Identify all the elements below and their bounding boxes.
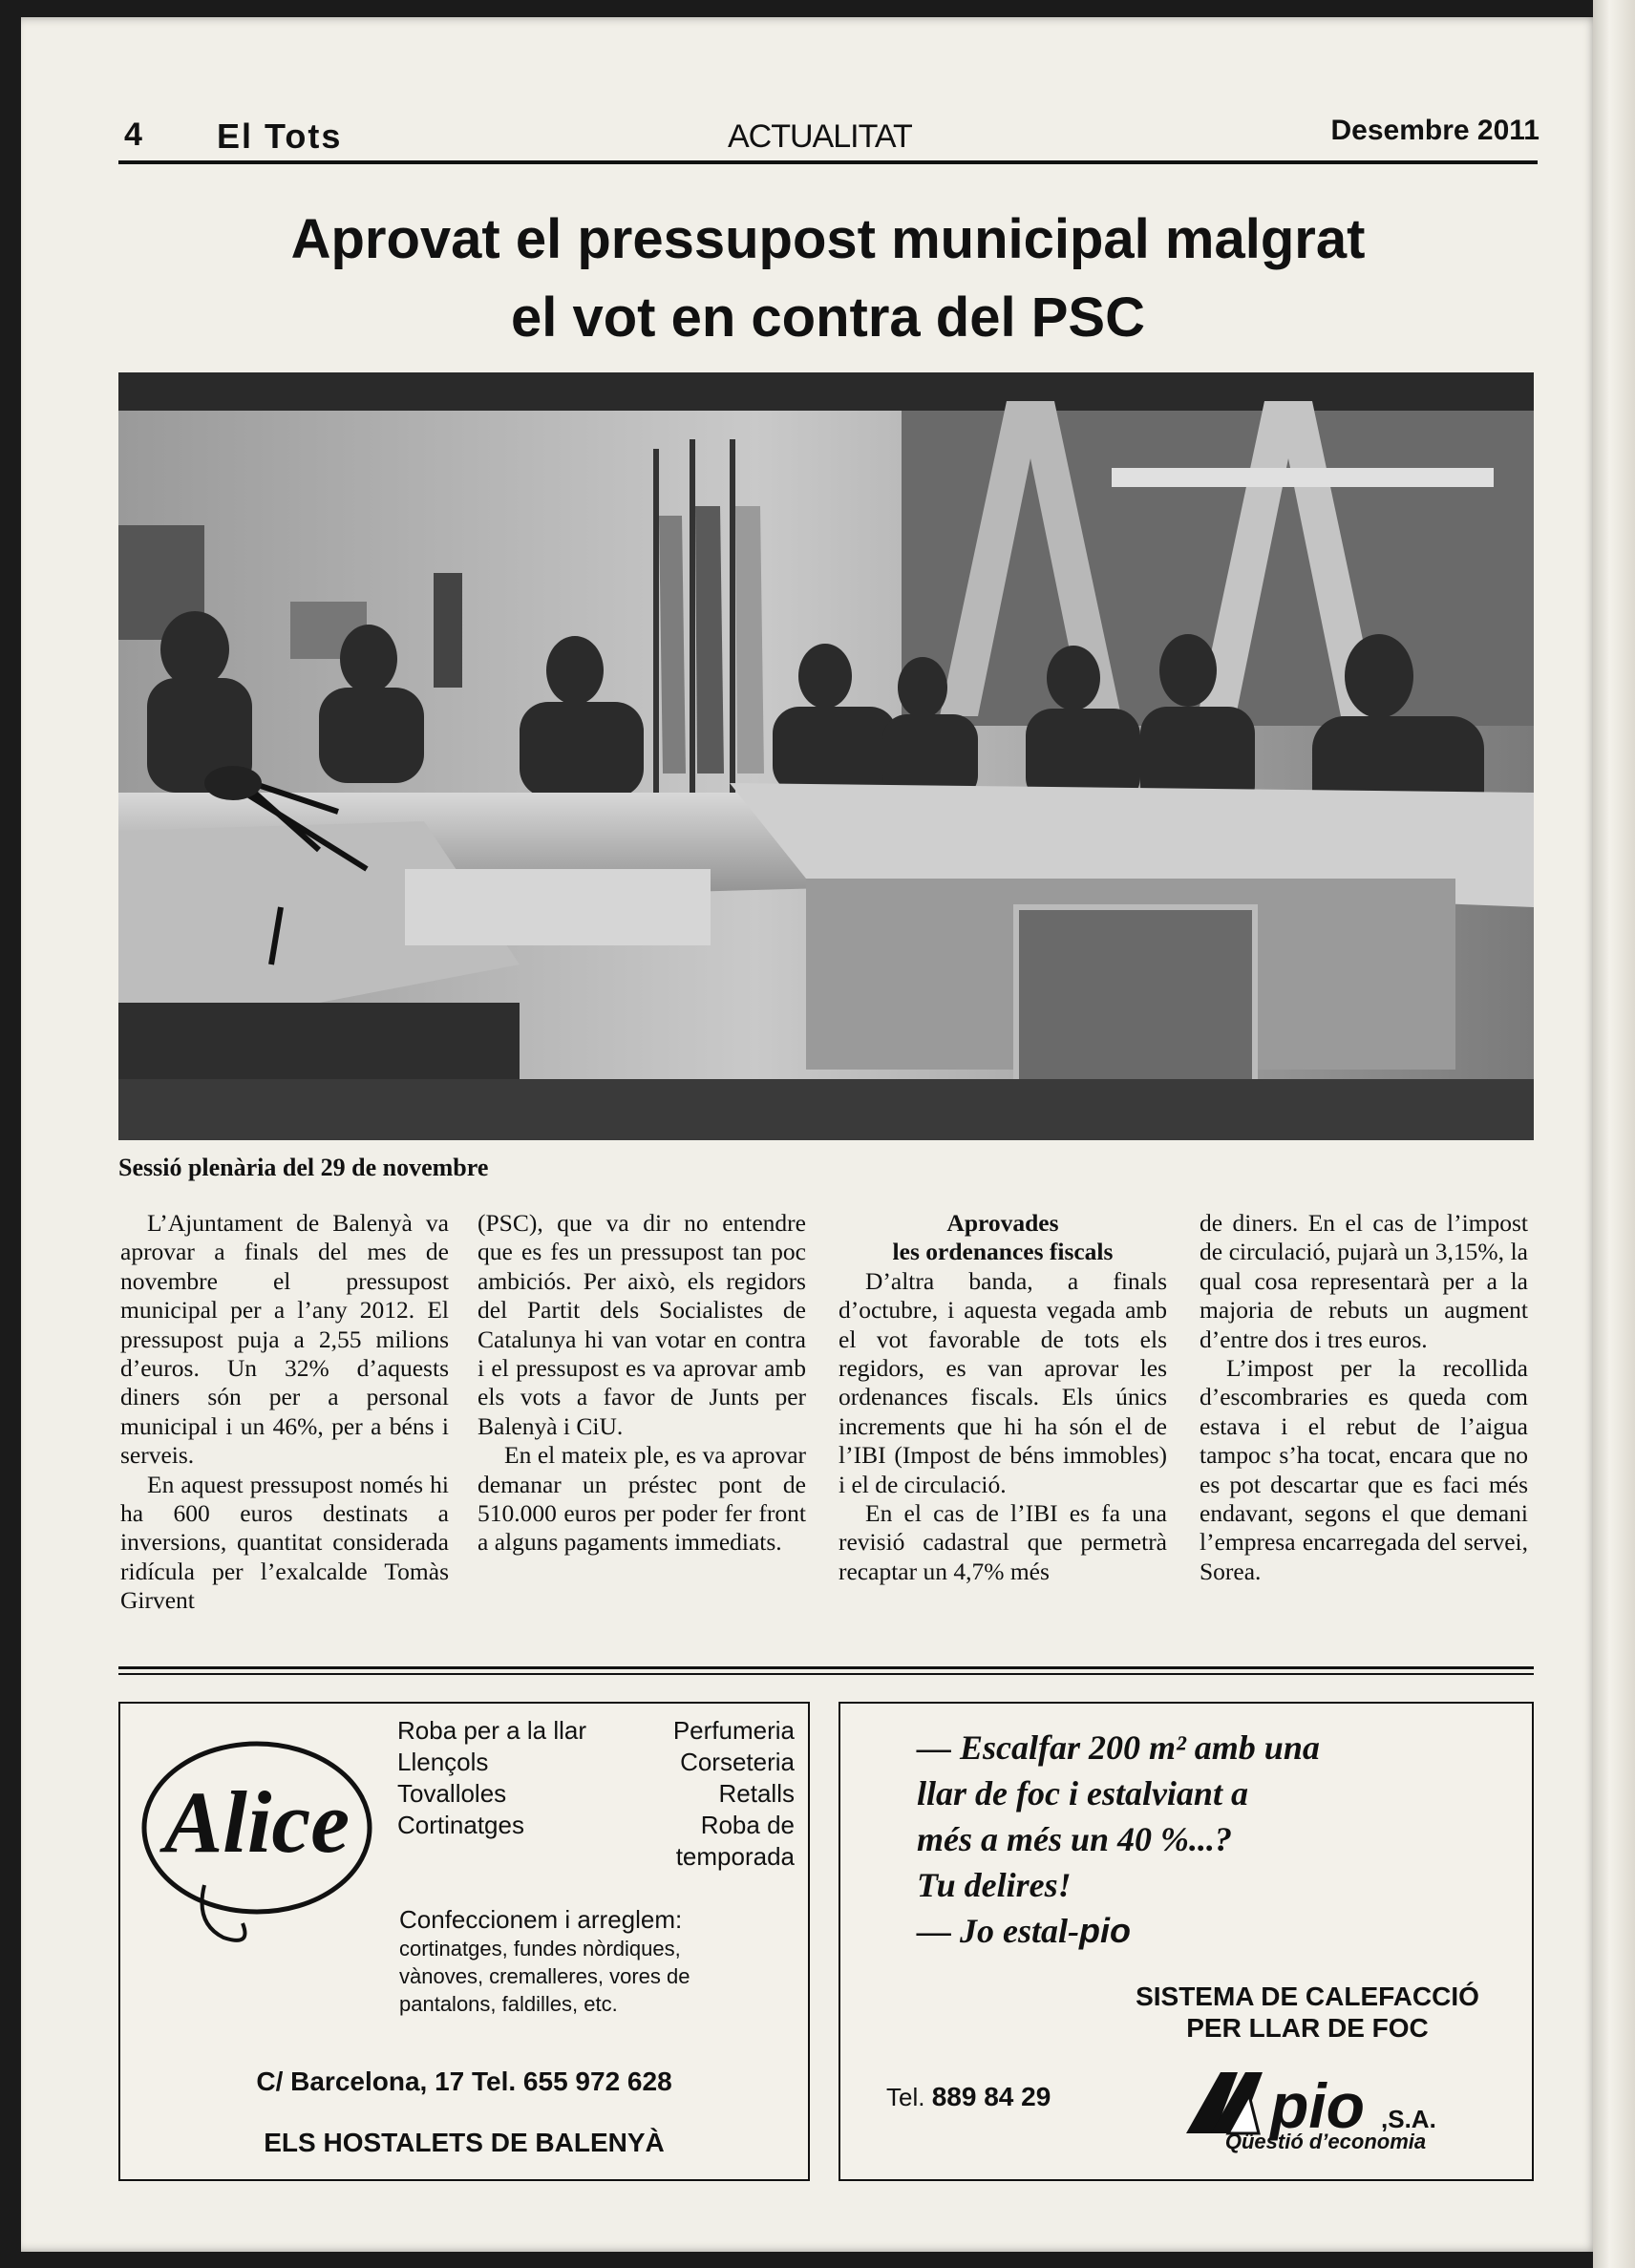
section-divider bbox=[118, 1666, 1534, 1669]
slogan-brand: pio bbox=[1078, 1911, 1131, 1950]
paragraph: (PSC), que va dir no entendre que es fes un pressupost tan poc ambiciós. Per això, els regidors del Partit dels Socialistes de Catalunya hi van votar en contra i el pressupost es va aprovar amb els vots a favor de Junts per Balenyà i CiU. bbox=[478, 1209, 806, 1440]
product-item: Cortinatges bbox=[397, 1811, 524, 1839]
paragraph: D’altra banda, a finals d’octubre, i aquesta vegada amb el vot favorable de tots els regidors, es van aprovar les ordenances fiscals. Els únics increments que hi ha són el de l’IBI (Impost de béns immobles) i el de circulació. bbox=[839, 1266, 1167, 1498]
article-column-2 bbox=[478, 1209, 806, 1558]
paragraph: L’impost per la recollida d’escombraries es queda com estava i el rebut de l’aigua tampoc s’ha tocat, encara que no es pot descartar que es faci més endavant, segons el que demani l’empresa encarregada del servei, Sorea. bbox=[1200, 1354, 1528, 1585]
section-divider bbox=[118, 1673, 1534, 1675]
slogan-line: llar de foc i estalviant a bbox=[917, 1774, 1248, 1812]
apio-advertisement bbox=[839, 1702, 1534, 2181]
product-item: Tovalloles bbox=[397, 1779, 507, 1808]
product-list-right bbox=[673, 1715, 795, 1873]
alice-logo bbox=[138, 1732, 376, 1952]
services-line: pantalons, faldilles, etc. bbox=[399, 1992, 618, 2016]
page-header bbox=[97, 111, 1539, 164]
header-rule bbox=[118, 160, 1538, 164]
magazine-page bbox=[21, 17, 1599, 2252]
article-column-4 bbox=[1200, 1209, 1528, 1586]
phone-number bbox=[886, 2082, 1051, 2112]
paragraph: de diners. En el cas de l’impost de circulació, pujarà un 3,15%, la qual cosa representarà per a la majoria de rebuts un augment d’entre dos i tres euros. bbox=[1200, 1209, 1528, 1353]
headline-line-1: Aprovat el pressupost municipal malgrat bbox=[290, 208, 1366, 270]
tailoring-services bbox=[399, 1904, 690, 2018]
slogan-line: més a més un 40 %...? bbox=[917, 1820, 1233, 1858]
system-line: PER LLAR DE FOC bbox=[1186, 2013, 1429, 2043]
subheading-line-2: les ordenances fiscals bbox=[892, 1238, 1114, 1266]
council-session-photo bbox=[118, 372, 1534, 1140]
article-headline bbox=[118, 201, 1538, 357]
article-column-3 bbox=[839, 1209, 1167, 1586]
apio-logo-text: pio bbox=[1270, 2070, 1365, 2141]
product-item: Perfumeria bbox=[672, 1716, 795, 1745]
article-photo bbox=[118, 372, 1534, 1140]
services-line: vànoves, cremalleres, vores de bbox=[399, 1964, 690, 1988]
magazine-spine bbox=[1593, 0, 1635, 2268]
apio-logo-suffix: ,S.A. bbox=[1381, 2105, 1436, 2133]
shop-address: C/ Barcelona, 17 Tel. 655 972 628 bbox=[256, 2067, 672, 2096]
paragraph: En el cas de l’IBI es fa una revisió cadastral que permetrà recaptar un 4,7% més bbox=[839, 1499, 1167, 1585]
paragraph: En aquest pressupost només hi ha 600 euros destinats a inversions, quantitat considerada ridícula per l’exalcalde Tomàs Girvent bbox=[120, 1470, 449, 1615]
product-item: Corseteria bbox=[680, 1748, 795, 1776]
apio-tagline: Qüestió d’economia bbox=[1224, 2130, 1427, 2153]
headline-line-2: el vot en contra del PSC bbox=[511, 286, 1145, 349]
services-title: Confeccionem i arreglem: bbox=[399, 1905, 683, 1934]
slogan-prefix: — Jo estal- bbox=[917, 1912, 1079, 1950]
page-number: 4 bbox=[124, 117, 142, 153]
phone-value: 889 84 29 bbox=[931, 2082, 1051, 2111]
ad-slogan bbox=[917, 1725, 1320, 1954]
product-list-left bbox=[397, 1715, 586, 1841]
photo-caption: Sessió plenària del 29 de novembre bbox=[118, 1154, 489, 1181]
product-item: Llençols bbox=[397, 1748, 489, 1776]
product-item: Roba de bbox=[700, 1811, 795, 1839]
article-column-1 bbox=[120, 1209, 449, 1616]
slogan-line: Tu delires! bbox=[917, 1866, 1072, 1904]
subheading bbox=[839, 1209, 1167, 1267]
phone-label: Tel. bbox=[886, 2083, 925, 2111]
paragraph: L’Ajuntament de Balenyà va aprovar a finals del mes de novembre el pressupost municipal per a l’any 2012. El pressupost puja a 2,55 milions d’euros. Un 32% d’aquests diners són per a personal municipal i un 46%, per a béns i serveis. bbox=[120, 1209, 449, 1470]
paragraph: En el mateix ple, es va aprovar demanar un préstec pont de 510.000 euros per poder fer front a alguns pagaments immediats. bbox=[478, 1441, 806, 1557]
product-item: temporada bbox=[675, 1842, 795, 1871]
services-line: cortinatges, fundes nòrdiques, bbox=[399, 1937, 681, 1961]
issue-date: Desembre 2011 bbox=[1330, 115, 1539, 146]
system-line: SISTEMA DE CALEFACCIÓ bbox=[1136, 1982, 1479, 2011]
product-item: Roba per a la llar bbox=[397, 1716, 586, 1745]
alice-logo-text: Alice bbox=[163, 1773, 350, 1871]
slogan-line: — Escalfar 200 m² amb una bbox=[917, 1728, 1320, 1767]
slogan-line bbox=[917, 1908, 1320, 1954]
section-name: ACTUALITAT bbox=[728, 118, 912, 155]
subheading-line-1: Aprovades bbox=[946, 1209, 1059, 1237]
shop-town: ELS HOSTALETS DE BALENYÀ bbox=[264, 2128, 665, 2157]
product-item: Retalls bbox=[718, 1779, 795, 1808]
publication-name: El Tots bbox=[217, 117, 343, 156]
alice-advertisement bbox=[118, 1702, 810, 2181]
heating-system-title bbox=[1102, 1981, 1513, 2044]
